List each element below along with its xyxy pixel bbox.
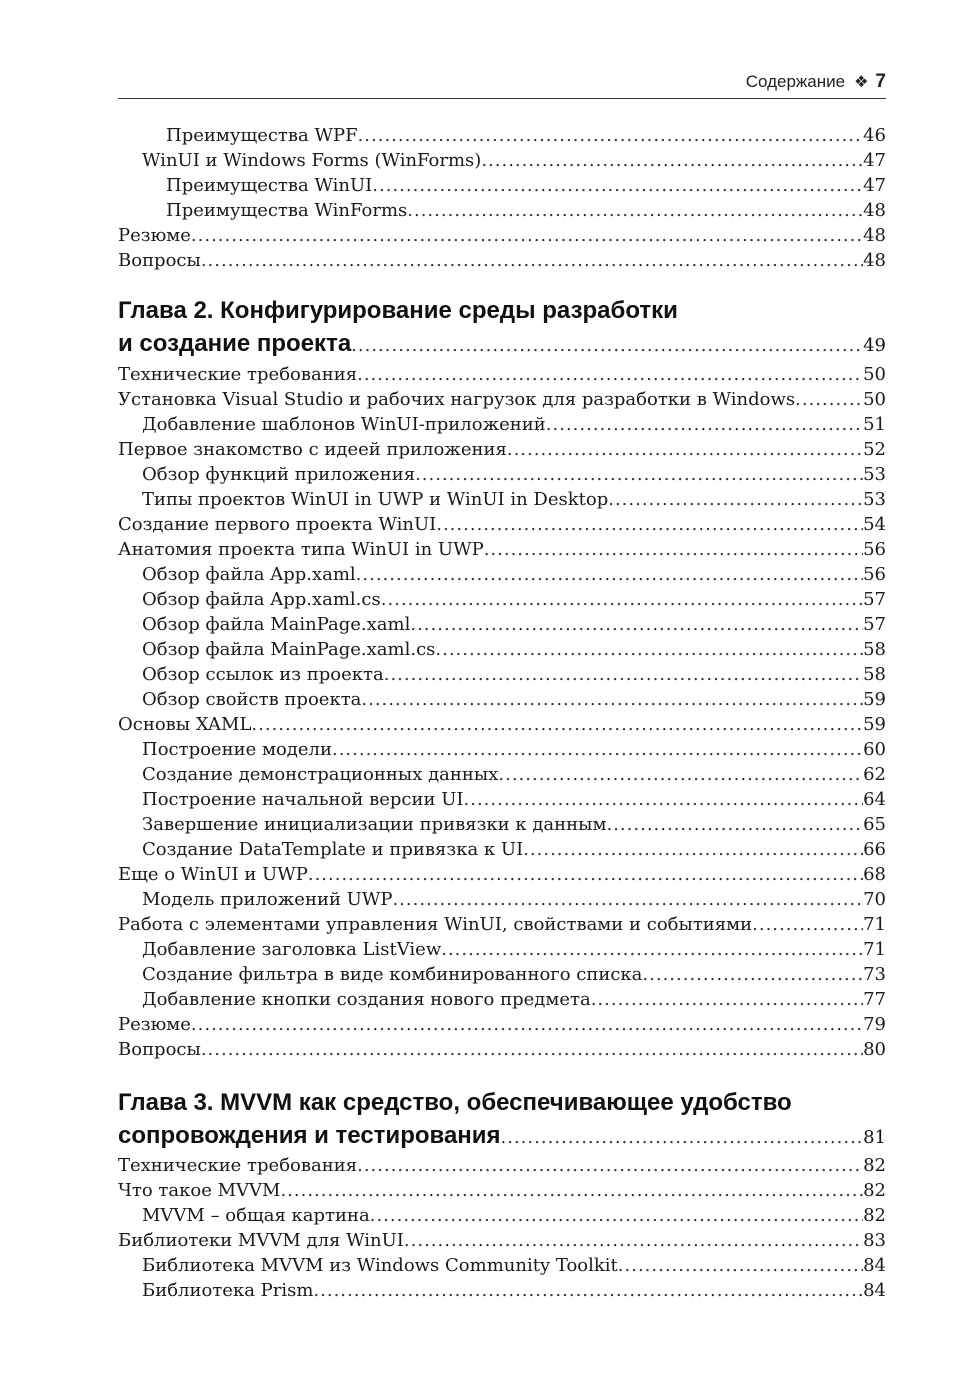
leader-dots (501, 1121, 864, 1155)
toc-entry (118, 1228, 886, 1253)
toc-entry-page: 50 (863, 389, 886, 410)
diamond-ornament-icon: ❖ (854, 74, 869, 91)
toc-entry (118, 562, 886, 587)
toc-entry-page: 62 (863, 764, 886, 785)
toc-entry-page: 58 (863, 639, 886, 660)
toc-entry-title: Модель приложений UWP (142, 889, 393, 910)
leader-dots (356, 562, 863, 587)
leader-dots (407, 198, 863, 223)
leader-dots (436, 512, 863, 537)
toc-entry-page: 84 (863, 1255, 886, 1276)
running-head (746, 70, 886, 94)
toc-entry-title: Технические требования (118, 1155, 358, 1176)
toc-entry-title: Вопросы (118, 250, 201, 271)
toc-entry-title: Обзор свойств проекта (142, 689, 362, 710)
leader-dots (404, 1228, 863, 1253)
toc-entry-title: MVVM – общая картина (142, 1205, 370, 1226)
toc-entry-page: 47 (863, 175, 886, 196)
chapter-2-page: 49 (863, 335, 886, 356)
toc-entry (118, 198, 886, 223)
toc-entry-title: Библиотека MVVM из Windows Community Toolkit (142, 1255, 618, 1276)
toc-entry-page: 70 (863, 889, 886, 910)
leader-dots (606, 812, 863, 837)
toc-entry-page: 56 (863, 564, 886, 585)
toc-entry-page: 82 (863, 1155, 886, 1176)
toc-entry (118, 937, 886, 962)
toc-entry-page: 48 (863, 225, 886, 246)
toc-entry-page: 60 (863, 739, 886, 760)
toc-entry-page: 53 (863, 489, 886, 510)
toc-entry-title: Библиотека Prism (142, 1280, 314, 1301)
leader-dots (357, 362, 863, 387)
toc-entry-title: Резюме (118, 1014, 191, 1035)
chapter-2-heading (118, 295, 886, 361)
leader-dots (392, 887, 863, 912)
leader-dots (201, 1037, 863, 1062)
leader-dots (481, 148, 863, 173)
toc-entry-title: Обзор файла App.xaml (142, 564, 356, 585)
toc-entry-page: 66 (863, 839, 886, 860)
leader-dots (608, 487, 863, 512)
toc-entry (118, 862, 886, 887)
leader-dots (370, 1203, 863, 1228)
toc-entry-page: 84 (863, 1280, 886, 1301)
toc-block-chapter1-end (118, 123, 886, 273)
toc-entry (118, 462, 886, 487)
toc-entry (118, 762, 886, 787)
toc-entry (118, 637, 886, 662)
leader-dots (435, 637, 863, 662)
toc-entry (118, 362, 886, 387)
leader-dots (313, 1278, 863, 1303)
leader-dots (361, 687, 863, 712)
toc-entry (118, 1278, 886, 1303)
leader-dots (358, 123, 864, 148)
leader-dots (372, 173, 863, 198)
toc-entry-title: Преимущества WinUI (166, 175, 373, 196)
toc-entry-title: Первое знакомство с идеей приложения (118, 439, 507, 460)
leader-dots (498, 762, 863, 787)
toc-entry (118, 412, 886, 437)
toc-entry (118, 387, 886, 412)
toc-entry-title: Добавление заголовка ListView (142, 939, 442, 960)
leader-dots (332, 737, 863, 762)
toc-entry (118, 437, 886, 462)
leader-dots (381, 587, 863, 612)
toc-entry-title: Преимущества WinForms (166, 200, 408, 221)
toc-entry-title: Создание демонстрационных данных (142, 764, 499, 785)
toc-entry (118, 912, 886, 937)
chapter-2-title-line2-row (118, 327, 886, 361)
leader-dots (191, 223, 863, 248)
toc-entry-title: Установка Visual Studio и рабочих нагрузок для разработки в Windows (118, 389, 796, 410)
toc-entry-page: 71 (863, 939, 886, 960)
toc-entry (118, 587, 886, 612)
toc-entry-title: Библиотеки MVVM для WinUI (118, 1230, 404, 1251)
chapter-2-title-line1: Глава 2. Конфигурирование среды разработки (118, 297, 678, 324)
toc-entry-page: 82 (863, 1180, 886, 1201)
toc-block-chapter3 (118, 1153, 886, 1303)
toc-entry (118, 1037, 886, 1062)
toc-entry-title: Преимущества WPF (166, 125, 358, 146)
toc-entry (118, 712, 886, 737)
toc-entry-title: Создание DataTemplate и привязка к UI (142, 839, 524, 860)
toc-entry-title: Анатомия проекта типа WinUI in UWP (118, 539, 484, 560)
toc-entry-page: 46 (863, 125, 886, 146)
toc-entry (118, 687, 886, 712)
leader-dots (384, 662, 863, 687)
toc-entry (118, 887, 886, 912)
toc-entry-title: Построение начальной версии UI (142, 789, 464, 810)
page-number: 7 (875, 71, 886, 92)
leader-dots (642, 962, 863, 987)
leader-dots (308, 862, 863, 887)
toc-entry-page: 83 (863, 1230, 886, 1251)
toc-entry (118, 537, 886, 562)
toc-entry-page: 73 (863, 964, 886, 985)
toc-entry-title: Создание фильтра в виде комбинированного списка (142, 964, 643, 985)
toc-entry (118, 662, 886, 687)
toc-entry-page: 59 (863, 689, 886, 710)
toc-entry-page: 68 (863, 864, 886, 885)
leader-dots (795, 387, 863, 412)
toc-entry-page: 56 (863, 539, 886, 560)
chapter-3-title-line1: Глава 3. MVVM как средство, обеспечивающее удобство (118, 1089, 792, 1116)
toc-entry-title: Обзор функций приложения (142, 464, 416, 485)
chapter-3-page: 81 (863, 1127, 886, 1148)
toc-entry-title: Построение модели (142, 739, 332, 760)
toc-entry-page: 82 (863, 1205, 886, 1226)
toc-entry (118, 1012, 886, 1037)
leader-dots (251, 712, 863, 737)
toc-block-chapter2 (118, 362, 886, 1062)
toc-entry-title: Обзор файла MainPage.xaml.cs (142, 639, 436, 660)
leader-dots (415, 462, 863, 487)
toc-entry-title: Обзор ссылок из проекта (142, 664, 384, 685)
leader-dots (201, 248, 863, 273)
leader-dots (507, 437, 863, 462)
toc-entry-page: 71 (863, 914, 886, 935)
leader-dots (410, 612, 863, 637)
toc-entry-page: 50 (863, 364, 886, 385)
toc-entry-page: 48 (863, 200, 886, 221)
toc-entry-title: Добавление кнопки создания нового предмета (142, 989, 591, 1010)
toc-entry-title: Резюме (118, 225, 191, 246)
toc-entry-page: 80 (863, 1039, 886, 1060)
toc-entry-page: 53 (863, 464, 886, 485)
leader-dots (618, 1253, 863, 1278)
toc-entry-title: Завершение инициализации привязки к данным (142, 814, 607, 835)
toc-entry (118, 248, 886, 273)
leader-dots (523, 837, 863, 862)
toc-entry (118, 962, 886, 987)
toc-entry (118, 487, 886, 512)
toc-entry-page: 77 (863, 989, 886, 1010)
toc-entry-title: Еще о WinUI и UWP (118, 864, 308, 885)
toc-entry-page: 58 (863, 664, 886, 685)
leader-dots (546, 412, 863, 437)
toc-entry (118, 512, 886, 537)
toc-entry-page: 79 (863, 1014, 886, 1035)
toc-entry (118, 148, 886, 173)
leader-dots (484, 537, 863, 562)
toc-entry-title: Что такое MVVM (118, 1180, 281, 1201)
toc-entry (118, 223, 886, 248)
toc-entry-page: 65 (863, 814, 886, 835)
leader-dots (191, 1012, 863, 1037)
toc-entry (118, 837, 886, 862)
toc-entry-title: WinUI и Windows Forms (WinForms) (142, 150, 482, 171)
toc-entry (118, 173, 886, 198)
chapter-2-title-line2: и создание проекта (118, 330, 352, 357)
toc-entry-title: Работа с элементами управления WinUI, свойствами и событиями (118, 914, 753, 935)
toc-entry-title: Создание первого проекта WinUI (118, 514, 437, 535)
chapter-3-heading (118, 1087, 886, 1153)
leader-dots (357, 1153, 863, 1178)
header-rule (118, 98, 886, 99)
toc-entry (118, 987, 886, 1012)
toc-entry-page: 59 (863, 714, 886, 735)
toc-entry-title: Основы XAML (118, 714, 252, 735)
leader-dots (591, 987, 863, 1012)
toc-entry-page: 64 (863, 789, 886, 810)
toc-entry-page: 52 (863, 439, 886, 460)
leader-dots (752, 912, 863, 937)
toc-entry (118, 737, 886, 762)
toc-entry (118, 1178, 886, 1203)
toc-entry (118, 787, 886, 812)
toc-entry-title: Обзор файла MainPage.xaml (142, 614, 411, 635)
toc-entry (118, 812, 886, 837)
toc-entry-title: Вопросы (118, 1039, 201, 1060)
leader-dots (441, 937, 863, 962)
leader-dots (280, 1178, 863, 1203)
toc-entry-page: 57 (863, 614, 886, 635)
toc-entry (118, 1153, 886, 1178)
toc-entry (118, 123, 886, 148)
toc-entry-title: Типы проектов WinUI in UWP и WinUI in Desktop (142, 489, 609, 510)
leader-dots (351, 329, 863, 363)
toc-entry-title: Технические требования (118, 364, 358, 385)
toc-entry (118, 1203, 886, 1228)
toc-entry-page: 57 (863, 589, 886, 610)
leader-dots (464, 787, 864, 812)
toc-entry-page: 48 (863, 250, 886, 271)
toc-entry-page: 54 (863, 514, 886, 535)
running-head-title: Содержание (745, 72, 846, 91)
toc-entry (118, 612, 886, 637)
chapter-3-title-line2-row (118, 1119, 886, 1153)
chapter-3-title-line2: сопровождения и тестирования (118, 1122, 501, 1149)
toc-entry-page: 47 (863, 150, 886, 171)
toc-entry-title: Обзор файла App.xaml.cs (142, 589, 381, 610)
toc-entry-title: Добавление шаблонов WinUI-приложений (142, 414, 546, 435)
toc-entry-page: 51 (863, 414, 886, 435)
toc-entry (118, 1253, 886, 1278)
